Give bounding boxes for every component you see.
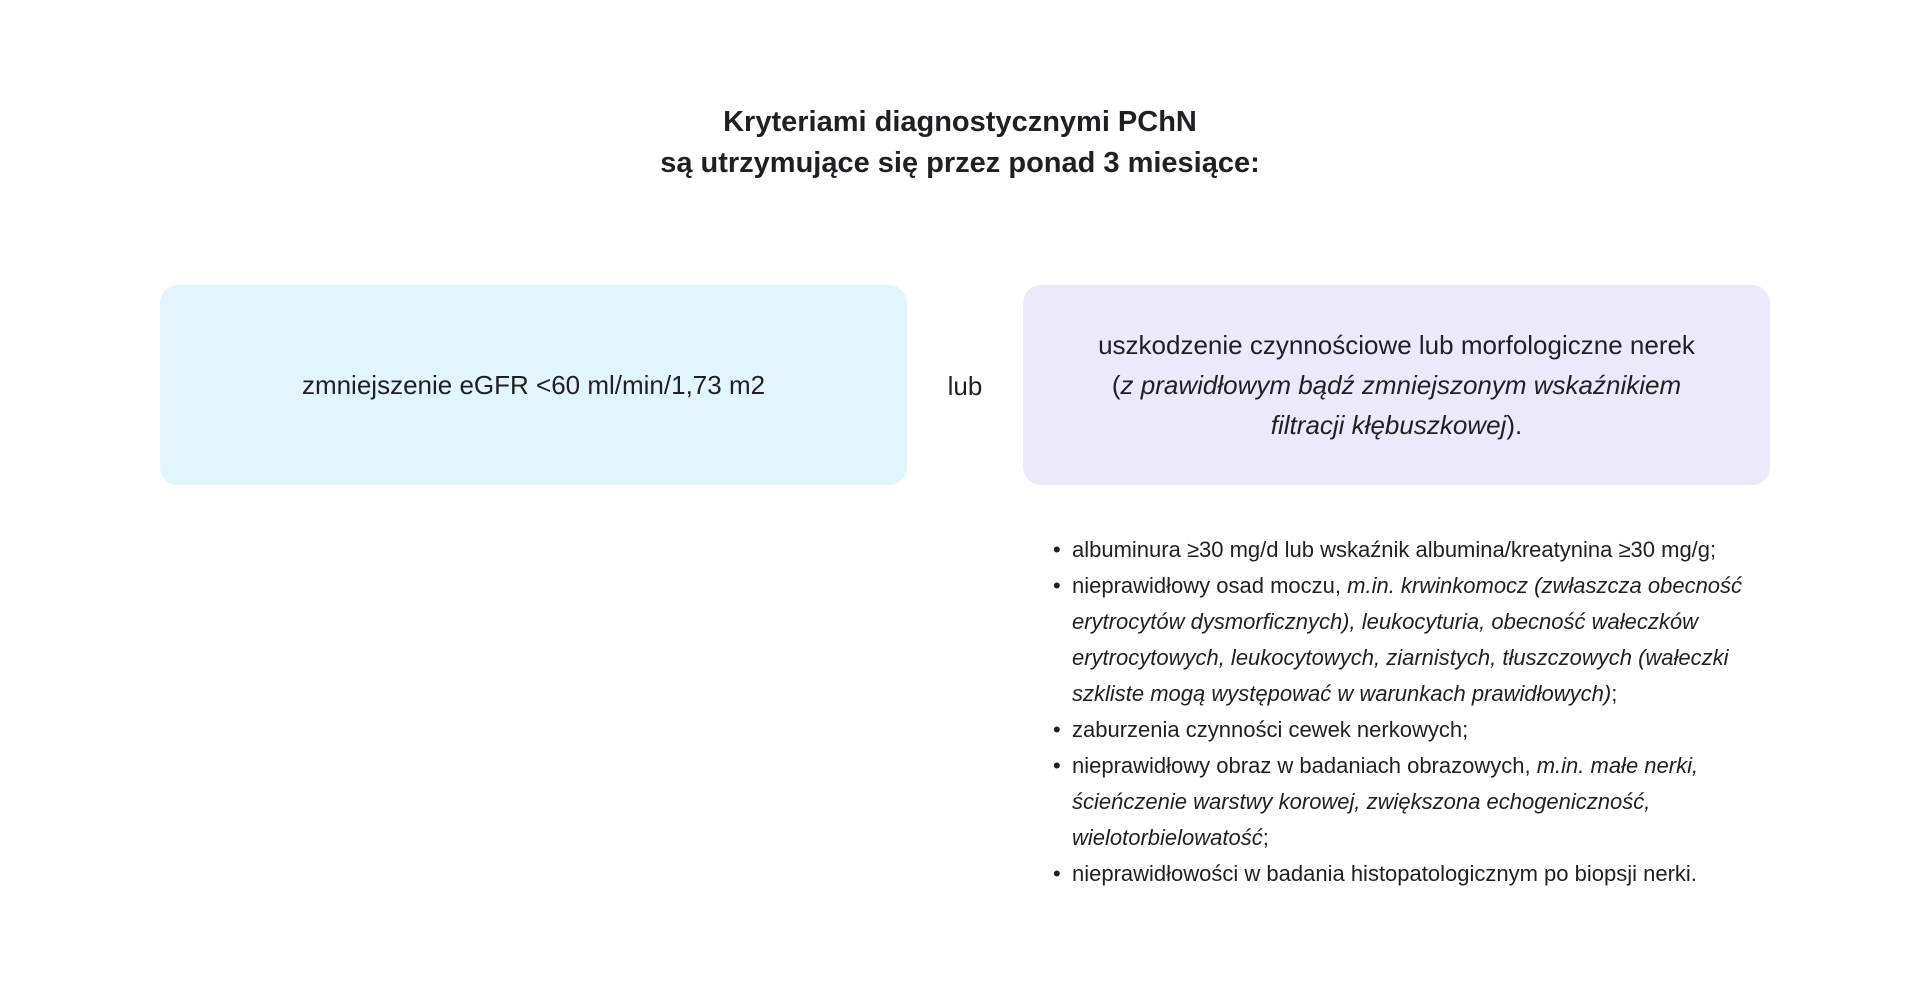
criterion-damage-line-1: uszkodzenie czynnościowe lub morfologiczne nerek [1098,330,1695,360]
criterion-damage-note-1: z prawidłowym bądź zmniejszonym wskaźnikiem [1120,370,1682,400]
list-item-italic: m.in. krwinkomocz (zwłaszcza obecność erytrocytów dysmorficznych), leukocyturia, obecność wałeczków erytrocytowych, leukocytowych, ziarnistych, tłuszczowych (wałeczki szkliste mogą występować w warunkach prawidłowych) [1072,573,1743,706]
list-item-text: albuminura ≥30 mg/d lub wskaźnik albumina/kreatynina ≥30 mg/g; [1072,537,1717,562]
list-item [1053,712,1773,748]
criterion-damage-text [1077,325,1717,445]
title-line-2: są utrzymujące się przez ponad 3 miesiące: [660,147,1260,179]
criterion-damage-note-2: filtracji kłębuszkowej [1270,410,1507,440]
bullet-icon: • [1053,861,1061,886]
list-item [1053,532,1773,568]
list-item-italic: m.in. małe nerki, ścieńczenie warstwy korowej, zwiększona echogeniczność, wielotorbielowatość [1072,753,1699,850]
list-item-text: nieprawidłowy osad moczu, [1072,573,1348,598]
list-item-text: zaburzenia czynności cewek nerkowych; [1072,717,1469,742]
connector-label: lub [947,371,983,401]
list-item [1053,568,1773,712]
bullet-icon: • [1053,753,1061,778]
list-item [1053,748,1773,856]
list-item-text: nieprawidłowości w badania histopatologicznym po biopsji nerki. [1072,861,1697,886]
diagram-title [0,102,1920,184]
paren-open: ( [1111,370,1121,400]
paren-close: ). [1506,410,1523,440]
criterion-box-egfr [160,285,907,485]
criterion-damage-line-2 [1077,365,1717,405]
list-item-text: nieprawidłowy obraz w badaniach obrazowych, [1072,753,1537,778]
list-item-end: ; [1611,681,1618,706]
bullet-icon: • [1053,573,1061,598]
title-line-1: Kryteriami diagnostycznymi PChN [723,106,1197,138]
list-item [1053,856,1773,892]
criterion-box-damage [1023,285,1770,485]
bullet-icon: • [1053,537,1061,562]
damage-markers-list [1053,532,1773,892]
list-item-end: ; [1262,825,1269,850]
criterion-damage-line-3 [1077,405,1717,445]
bullet-icon: • [1053,717,1061,742]
criterion-egfr-text: zmniejszenie eGFR <60 ml/min/1,73 m2 [301,370,766,400]
